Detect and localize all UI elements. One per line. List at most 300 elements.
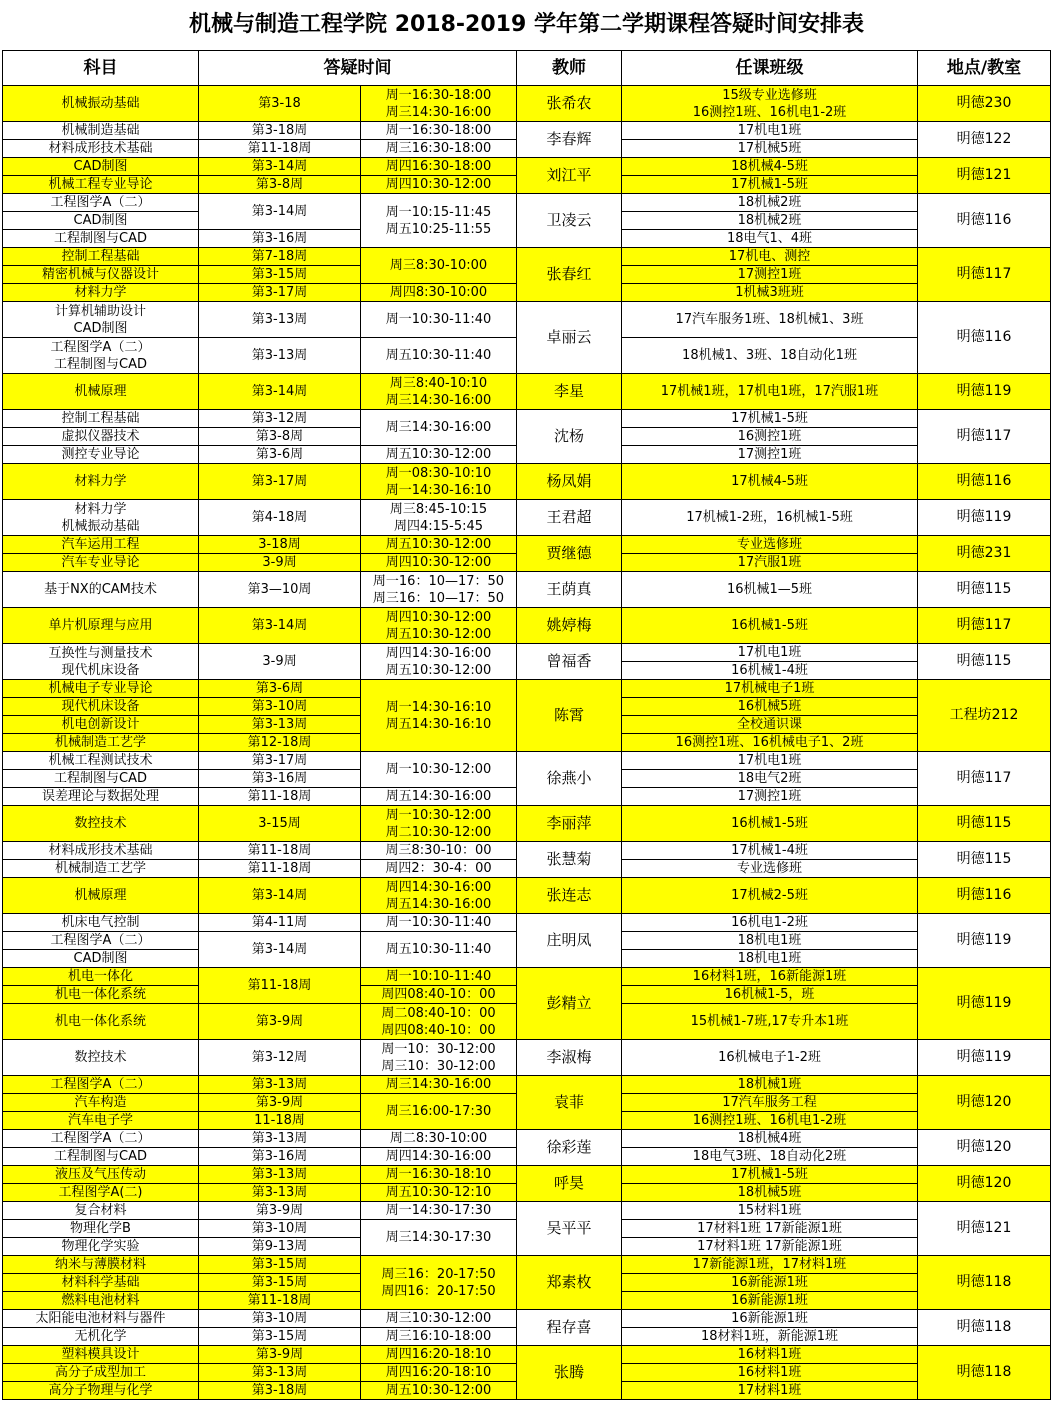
weeks-cell-text: 第3-10周 — [251, 699, 308, 714]
time-cell-text: 周四16：20-17:50 — [381, 1283, 496, 1299]
time-cell — [361, 554, 517, 572]
weeks-cell — [199, 1220, 361, 1238]
weeks-cell — [199, 266, 361, 284]
time-cell — [361, 1076, 517, 1094]
weeks-cell-text: 第3-16周 — [251, 771, 308, 786]
classes-cell-text: 16材料1班 — [737, 1347, 802, 1362]
subject-cell-text: 工程制图与CAD — [54, 1149, 147, 1164]
classes-cell-text: 17材料1班 — [737, 1383, 802, 1398]
subject-cell — [2, 464, 199, 500]
time-cell-text: 周三16:00-17:30 — [385, 1104, 492, 1119]
room-cell — [918, 302, 1051, 374]
classes-cell-text: 16机械5班 — [737, 699, 802, 714]
room-cell — [918, 374, 1051, 410]
subject-cell-text: 测控专业导论 — [61, 447, 140, 462]
classes-cell — [622, 968, 918, 986]
time-cell — [361, 914, 517, 932]
time-cell — [361, 986, 517, 1004]
weeks-cell-text: 第3-6周 — [255, 681, 304, 696]
time-cell — [361, 968, 517, 986]
classes-cell-text: 16新能源1班 — [731, 1311, 808, 1326]
time-cell — [361, 1166, 517, 1184]
subject-cell — [2, 284, 199, 302]
classes-cell-text: 15机械1-7班,17专升本1班 — [690, 1014, 849, 1029]
room-cell-text: 明德118 — [956, 1274, 1012, 1290]
subject-cell — [2, 266, 199, 284]
weeks-cell-text: 第3-14周 — [251, 888, 308, 903]
room-cell-text: 明德115 — [956, 815, 1012, 831]
subject-cell-text: 材料力学 — [74, 285, 127, 300]
classes-cell — [622, 1328, 918, 1346]
subject-cell — [2, 338, 199, 374]
time-cell-text: 周二8:30-10:00 — [389, 1131, 488, 1146]
teacher-cell — [517, 914, 622, 968]
classes-cell — [622, 662, 918, 680]
time-cell-text: 周三14:30-17:30 — [385, 1230, 492, 1245]
weeks-cell-text: 第3-14周 — [251, 618, 308, 633]
classes-cell-text: 16新能源1班 — [731, 1293, 808, 1308]
room-cell — [918, 968, 1051, 1040]
weeks-cell-text: 第3-16周 — [251, 231, 308, 246]
classes-cell-text: 16机械1-5班 — [731, 816, 808, 831]
weeks-cell-text: 第3-9周 — [255, 1347, 304, 1362]
weeks-cell-text: 第3-15周 — [251, 267, 308, 282]
time-cell-text: 周五14:30-16:10 — [385, 716, 492, 732]
subject-cell-text: 机电一体化 — [67, 969, 133, 984]
subject-cell-text: CAD制图 — [73, 320, 128, 336]
teacher-cell-text: 沈杨 — [553, 427, 584, 445]
subject-cell-text: 汽车电子学 — [67, 1113, 133, 1128]
weeks-cell-text: 第3-12周 — [251, 1050, 308, 1065]
classes-cell-text: 1机械3班班 — [735, 285, 804, 300]
subject-cell-text: 工程图学A（二） — [50, 339, 151, 355]
weeks-cell-text: 第12-18周 — [247, 735, 312, 750]
weeks-cell — [199, 572, 361, 608]
time-cell — [361, 788, 517, 806]
classes-cell-text: 18机械4班 — [737, 1131, 802, 1146]
weeks-cell — [199, 752, 361, 770]
subject-cell-text: 物理化学实验 — [61, 1239, 140, 1254]
teacher-cell — [517, 1202, 622, 1256]
subject-cell-text: 工程图学A（二） — [50, 933, 151, 948]
classes-cell — [622, 1382, 918, 1400]
classes-cell — [622, 302, 918, 338]
subject-cell — [2, 1238, 199, 1256]
time-cell — [361, 140, 517, 158]
room-cell — [918, 1346, 1051, 1400]
classes-cell-text: 17机械1-5班 — [731, 1167, 808, 1182]
classes-cell-text: 18机械2班 — [737, 213, 802, 228]
room-cell-text: 明德120 — [956, 1175, 1012, 1191]
time-cell-text: 周四08:40-10：00 — [381, 987, 496, 1002]
subject-cell-text: 机械制造工艺学 — [54, 735, 146, 750]
time-cell-text: 周四16:30-18:00 — [385, 159, 492, 174]
subject-cell-text: 汽车构造 — [74, 1095, 127, 1110]
room-cell-text: 明德121 — [956, 1220, 1012, 1236]
classes-cell-text: 16机械1-4班 — [731, 663, 808, 678]
classes-cell-text: 16测控1班、16机械电子1、2班 — [675, 735, 864, 750]
weeks-cell-text: 第3-13周 — [251, 1131, 308, 1146]
weeks-cell — [199, 968, 361, 1004]
weeks-cell-text: 第3-13周 — [251, 348, 308, 363]
teacher-cell — [517, 1130, 622, 1166]
weeks-cell — [199, 284, 361, 302]
weeks-cell-text: 第3-18周 — [251, 1383, 308, 1398]
room-cell-text: 明德115 — [956, 653, 1012, 669]
time-cell — [361, 338, 517, 374]
time-cell-text: 周三10:30-12:00 — [385, 1311, 492, 1326]
classes-cell — [622, 572, 918, 608]
teacher-cell-text: 袁菲 — [553, 1093, 584, 1111]
weeks-cell — [199, 932, 361, 968]
room-cell — [918, 608, 1051, 644]
weeks-cell — [199, 176, 361, 194]
time-cell-text: 周五10:30-12:00 — [385, 1383, 492, 1398]
subject-cell-text: 燃料电池材料 — [61, 1293, 140, 1308]
time-cell — [361, 932, 517, 968]
teacher-cell — [517, 842, 622, 878]
room-cell-text: 明德116 — [956, 887, 1012, 903]
weeks-cell — [199, 644, 361, 680]
time-cell — [361, 680, 517, 752]
subject-cell-text: 计算机辅助设计 — [54, 303, 146, 319]
time-cell — [361, 644, 517, 680]
column-header: 科目 — [2, 50, 199, 86]
teacher-cell — [517, 410, 622, 464]
time-cell — [361, 1184, 517, 1202]
classes-cell-text: 17机电1班 — [737, 123, 802, 138]
subject-cell — [2, 932, 199, 950]
time-cell-text: 周三8:30-10：00 — [385, 843, 492, 858]
classes-cell-text: 17机械1-5班 — [731, 411, 808, 426]
time-cell-text: 周五10:30-12:00 — [385, 447, 492, 462]
classes-cell-text: 18机械1班 — [737, 1077, 802, 1092]
weeks-cell-text: 第4-18周 — [251, 510, 308, 525]
time-cell-text: 周五10:30-11:40 — [385, 942, 492, 957]
room-cell — [918, 248, 1051, 302]
classes-cell-text: 17汽车服务工程 — [722, 1095, 817, 1110]
teacher-cell-text: 张希农 — [546, 94, 592, 112]
classes-cell — [622, 1184, 918, 1202]
classes-cell — [622, 860, 918, 878]
subject-cell-text: 机电一体化系统 — [54, 1014, 146, 1029]
classes-cell-text: 16机械1-5，班 — [724, 987, 815, 1002]
weeks-cell — [199, 734, 361, 752]
subject-cell — [2, 1148, 199, 1166]
time-cell-text: 周五14:30-16:00 — [385, 896, 492, 912]
classes-cell-text: 18机械1、3班、18自动化1班 — [682, 348, 857, 363]
teacher-cell-text: 李星 — [553, 382, 584, 400]
teacher-cell-text: 姚婷梅 — [546, 616, 592, 634]
time-cell — [361, 1004, 517, 1040]
time-cell-text: 周三16:30-18:00 — [385, 141, 492, 156]
classes-cell — [622, 428, 918, 446]
classes-cell — [622, 716, 918, 734]
weeks-cell-text: 第3-13周 — [251, 1185, 308, 1200]
subject-cell-text: 精密机械与仪器设计 — [41, 267, 159, 282]
room-cell-text: 明德115 — [956, 581, 1012, 597]
subject-cell-text: 工程制图与CAD — [54, 356, 147, 372]
time-cell-text: 周四14:30-16:00 — [385, 879, 492, 895]
room-cell-text: 明德118 — [956, 1319, 1012, 1335]
time-cell-text: 周一14:30-16:10 — [385, 699, 492, 715]
time-cell-text: 周五10:30-12:00 — [385, 662, 492, 678]
classes-cell — [622, 734, 918, 752]
weeks-cell-text: 第11-18周 — [247, 141, 312, 156]
classes-cell — [622, 950, 918, 968]
classes-cell-text: 17测控1班 — [737, 447, 802, 462]
room-cell-text: 明德121 — [956, 167, 1012, 183]
time-cell-text: 周一10:30-12:00 — [385, 762, 492, 777]
classes-cell — [622, 770, 918, 788]
classes-cell-text: 17机械1-2班，16机械1-5班 — [686, 510, 853, 525]
subject-cell-text: 控制工程基础 — [61, 411, 140, 426]
weeks-cell-text: 第3-17周 — [251, 753, 308, 768]
teacher-cell — [517, 536, 622, 572]
time-cell — [361, 500, 517, 536]
classes-cell-text: 17机械1班，17机电1班，17汽服1班 — [660, 384, 879, 399]
weeks-cell — [199, 1364, 361, 1382]
time-cell — [361, 1328, 517, 1346]
weeks-cell-text: 第7-18周 — [251, 249, 308, 264]
teacher-cell-text: 郑素枚 — [546, 1273, 592, 1291]
teacher-cell-text: 曾福香 — [546, 652, 592, 670]
teacher-cell — [517, 374, 622, 410]
time-cell-text: 周四08:40-10：00 — [381, 1022, 496, 1038]
classes-cell-text: 16机械电子1-2班 — [718, 1050, 821, 1065]
teacher-cell — [517, 878, 622, 914]
subject-cell-text: 机械原理 — [74, 888, 127, 903]
classes-cell — [622, 1346, 918, 1364]
time-cell — [361, 1148, 517, 1166]
classes-cell — [622, 464, 918, 500]
classes-cell-text: 16测控1班、16机电1-2班 — [692, 104, 847, 120]
subject-cell — [2, 734, 199, 752]
time-cell — [361, 248, 517, 284]
weeks-cell-text: 第3-8周 — [255, 429, 304, 444]
subject-cell — [2, 428, 199, 446]
room-cell — [918, 536, 1051, 572]
subject-cell — [2, 500, 199, 536]
weeks-cell — [199, 1256, 361, 1274]
subject-cell — [2, 1364, 199, 1382]
time-cell-text: 周三16:10-18:00 — [385, 1329, 492, 1344]
classes-cell — [622, 1202, 918, 1220]
weeks-cell — [199, 788, 361, 806]
weeks-cell — [199, 842, 361, 860]
room-cell — [918, 752, 1051, 806]
subject-cell-text: 无机化学 — [74, 1329, 127, 1344]
subject-cell — [2, 806, 199, 842]
classes-cell-text: 17机械5班 — [737, 141, 802, 156]
teacher-cell — [517, 1310, 622, 1346]
classes-cell-text: 16测控1班 — [737, 429, 802, 444]
time-cell — [361, 284, 517, 302]
time-cell-text: 周一10：30-12:00 — [381, 1041, 496, 1057]
classes-cell-text: 17机械电子1班 — [724, 681, 815, 696]
page-title: 机械与制造工程学院 2018-2019 学年第二学期课程答疑时间安排表 — [189, 12, 864, 37]
column-header: 答疑时间 — [199, 50, 517, 86]
time-cell — [361, 608, 517, 644]
time-cell-text: 周一10:10-11:40 — [385, 969, 492, 984]
subject-cell-text: 机械制造工艺学 — [54, 861, 146, 876]
room-cell — [918, 1310, 1051, 1346]
weeks-cell-text: 第3-9周 — [255, 1095, 304, 1110]
weeks-cell — [199, 914, 361, 932]
subject-cell-text: 工程制图与CAD — [54, 231, 147, 246]
room-cell — [918, 194, 1051, 248]
classes-cell — [622, 212, 918, 230]
weeks-cell-text: 第3-12周 — [251, 411, 308, 426]
time-cell — [361, 1220, 517, 1256]
classes-cell — [622, 806, 918, 842]
weeks-cell-text: 第3-13周 — [251, 717, 308, 732]
subject-cell-text: 数控技术 — [74, 1050, 127, 1065]
time-cell — [361, 374, 517, 410]
classes-cell-text: 18材料1班，新能源1班 — [700, 1329, 839, 1344]
weeks-cell-text: 第4-11周 — [251, 915, 308, 930]
time-cell-text: 周一16:30-18:00 — [385, 123, 492, 138]
subject-cell-text: 现代机床设备 — [61, 662, 140, 678]
classes-cell — [622, 1310, 918, 1328]
weeks-cell-text: 第3-8周 — [255, 177, 304, 192]
teacher-cell — [517, 1166, 622, 1202]
weeks-cell — [199, 860, 361, 878]
subject-cell — [2, 914, 199, 932]
room-cell-text: 明德119 — [956, 995, 1012, 1011]
time-cell — [361, 464, 517, 500]
subject-cell-text: 塑料模具设计 — [61, 1347, 140, 1362]
subject-cell-text: 基于NX的CAM技术 — [44, 582, 157, 597]
weeks-cell-text: 第3-17周 — [251, 474, 308, 489]
room-cell — [918, 464, 1051, 500]
column-header: 教师 — [517, 50, 622, 86]
classes-cell — [622, 608, 918, 644]
weeks-cell — [199, 536, 361, 554]
weeks-cell — [199, 86, 361, 122]
teacher-cell — [517, 302, 622, 374]
weeks-cell — [199, 1382, 361, 1400]
room-cell-text: 明德116 — [956, 473, 1012, 489]
time-cell-text: 周三10：30-12:00 — [381, 1058, 496, 1074]
classes-cell — [622, 158, 918, 176]
subject-cell — [2, 716, 199, 734]
subject-cell — [2, 680, 199, 698]
subject-cell — [2, 860, 199, 878]
time-cell — [361, 1310, 517, 1328]
time-cell — [361, 1346, 517, 1364]
subject-cell-text: 工程图学A（二） — [50, 1131, 151, 1146]
teacher-cell — [517, 752, 622, 806]
time-cell-text: 周四16:20-18:10 — [385, 1347, 492, 1362]
teacher-cell-text: 呼昊 — [553, 1174, 584, 1192]
teacher-cell-text: 王荫真 — [546, 580, 592, 598]
weeks-cell-text: 第9-13周 — [251, 1239, 308, 1254]
subject-cell — [2, 176, 199, 194]
subject-cell-text: 工程图学A（二） — [50, 1077, 151, 1092]
classes-cell-text: 18机电1班 — [737, 951, 802, 966]
time-cell-text: 周四10:30-12:00 — [385, 177, 492, 192]
classes-cell — [622, 1148, 918, 1166]
weeks-cell-text: 第3-13周 — [251, 312, 308, 327]
time-cell-text: 周三14:30-16:00 — [385, 420, 492, 435]
teacher-cell-text: 张春红 — [546, 265, 592, 283]
room-cell — [918, 572, 1051, 608]
subject-cell-text: CAD制图 — [73, 951, 128, 966]
subject-cell — [2, 752, 199, 770]
room-cell — [918, 644, 1051, 680]
subject-cell-text: 机电一体化系统 — [54, 987, 146, 1002]
subject-cell — [2, 1094, 199, 1112]
subject-cell-text: 材料力学 — [74, 501, 127, 517]
subject-cell — [2, 1292, 199, 1310]
time-cell — [361, 194, 517, 248]
subject-cell — [2, 1310, 199, 1328]
weeks-cell-text: 第3-14周 — [251, 384, 308, 399]
weeks-cell-text: 第3-16周 — [251, 1149, 308, 1164]
classes-cell — [622, 284, 918, 302]
teacher-cell — [517, 806, 622, 842]
time-cell-text: 周五10:30-12:00 — [385, 537, 492, 552]
time-cell — [361, 860, 517, 878]
classes-cell-text: 17测控1班 — [737, 789, 802, 804]
time-cell — [361, 1130, 517, 1148]
time-cell-text: 周四10:30-12:00 — [385, 555, 492, 570]
classes-cell-text: 16测控1班、16机电1-2班 — [692, 1113, 847, 1128]
teacher-cell — [517, 968, 622, 1040]
room-cell-text: 明德119 — [956, 509, 1012, 525]
subject-cell — [2, 608, 199, 644]
teacher-cell-text: 李春辉 — [546, 130, 592, 148]
time-cell — [361, 86, 517, 122]
weeks-cell — [199, 806, 361, 842]
classes-cell — [622, 788, 918, 806]
weeks-cell — [199, 698, 361, 716]
subject-cell-text: CAD制图 — [73, 159, 128, 174]
time-cell — [361, 878, 517, 914]
subject-cell-text: 高分子成型加工 — [54, 1365, 146, 1380]
subject-cell-text: 虚拟仪器技术 — [61, 429, 140, 444]
subject-cell — [2, 554, 199, 572]
weeks-cell — [199, 1346, 361, 1364]
room-cell — [918, 1076, 1051, 1130]
subject-cell — [2, 842, 199, 860]
subject-cell-text: 材料成形技术基础 — [48, 843, 153, 858]
weeks-cell-text: 第3-15周 — [251, 1275, 308, 1290]
time-cell-text: 周三16：20-17:50 — [381, 1266, 496, 1282]
room-cell-text: 明德116 — [956, 329, 1012, 345]
classes-cell — [622, 194, 918, 212]
weeks-cell-text: 第3-13周 — [251, 1077, 308, 1092]
subject-cell-text: 误差理论与数据处理 — [41, 789, 159, 804]
classes-cell-text: 17机电、测控 — [728, 249, 811, 264]
subject-cell — [2, 788, 199, 806]
subject-cell — [2, 1220, 199, 1238]
subject-cell-text: 汽车专业导论 — [61, 555, 140, 570]
subject-cell — [2, 446, 199, 464]
room-cell-text: 明德119 — [956, 383, 1012, 399]
subject-cell — [2, 1346, 199, 1364]
classes-cell-text: 17机械2-5班 — [731, 888, 808, 903]
classes-cell — [622, 1166, 918, 1184]
classes-cell — [622, 914, 918, 932]
weeks-cell-text: 第3-18 — [258, 96, 301, 111]
weeks-cell — [199, 1130, 361, 1148]
time-cell-text: 周五14:30-16:00 — [385, 789, 492, 804]
subject-cell — [2, 770, 199, 788]
time-cell-text: 周三14:30-16:00 — [385, 392, 492, 408]
time-cell-text: 周四16:20-18:10 — [385, 1365, 492, 1380]
